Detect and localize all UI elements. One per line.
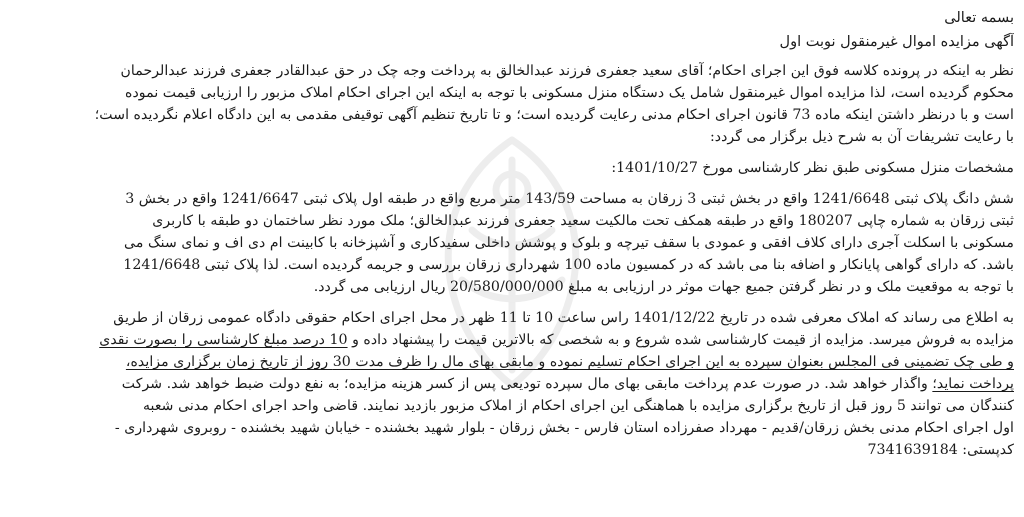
paragraph-line: مسکونی با اسکلت آجری دارای کلاف افقی و عمودی با سقف تیرچه و بلوک و پوشش داخلی سفیدکاری و آشپزخانه با کابینت ام دی اف و نمای سنگ می [124, 235, 1014, 251]
specs-heading: مشخصات منزل مسکونی طبق نظر کارشناسی مورخ 1401/10/27: [611, 160, 1014, 176]
paragraph-line: کنندگان می توانند 5 روز قبل از تاریخ برگزاری مزایده با هماهنگی این اجرای احکام از املاک مزبور بازدید نمایند. قاضی واحد اجرای احکام مدنی شعبه [142, 398, 1014, 414]
paragraph-line [10, 329, 1014, 351]
basmala-heading: بسمه تعالی [944, 10, 1014, 26]
specs-paragraph [10, 188, 1014, 298]
postal-code-line: کدپستی: 7341639184 [867, 442, 1014, 458]
intro-paragraph [10, 60, 1014, 148]
notice-title: آگهی مزایده اموال غیرمنقول نوبت اول [779, 34, 1014, 50]
address-line: اول اجرای احکام مدنی بخش زرقان/قدیم - مهرداد صفرزاده استان فارس - بخش زرقان - بلوار شهید بخشنده - خیابان شهید بخشنده - روبروی شهرداری - [114, 420, 1014, 436]
paragraph-line: با رعایت تشریفات آن به شرح ذیل برگزار می گردد: [710, 129, 1014, 145]
paragraph-line: با توجه به موقعیت ملک و در نظر گرفتن جمیع جهات موثر در ارزیابی به مبلغ 20/580/000/000 ریال ارزیابی می گردد. [313, 279, 1014, 295]
paragraph-text: مزایده به فروش میرسد. مزایده از قیمت کارشناسی شده شروع و به شخصی که بالاترین قیمت را پیشنهاد داده و [347, 332, 1014, 348]
underlined-paragraph-line: و طی چک تضمینی فی المجلس بعنوان سپرده به این اجرای احکام تسلیم نموده و مابقی بهای مال را ظرف مدت 30 روز از تاریخ زمان برگزاری مزایده، [125, 354, 1014, 370]
paragraph-line: ثبتی زرقان به شماره چاپی 180207 واقع در طبقه همکف تحت مالکیت سعید جعفری فرزند عبدالخالق؛ ملک مورد نظر ساختمان دو طبقه با کاربری [152, 213, 1014, 229]
notice-paragraph [10, 307, 1014, 461]
paragraph-line: محکوم گردیده است، لذا مزایده اموال غیرمنقول شامل یک دستگاه منزل مسکونی با توجه به اینکه این اجرای احکام املاک مزبور را ارزیابی قیمت نموده [125, 85, 1014, 101]
paragraph-line: به اطلاع می رساند که املاک معرفی شده در تاریخ 1401/12/22 راس ساعت 10 تا 11 ظهر در محل اجرای احکام حقوقی دادگاه عمومی زرقان از طریق [113, 310, 1014, 326]
underlined-payment-text: پرداخت نماید؛ [932, 376, 1014, 392]
paragraph-text: واگذار خواهد شد. در صورت عدم پرداخت مابقی بهای مال سپرده تودیعی پس از کسر هزینه مزایده؛ به نفع دولت ضبط خواهد شد. شرکت [121, 376, 933, 392]
paragraph-line: شش دانگ پلاک ثبتی 1241/6648 واقع در بخش ثبتی 3 زرقان به مساحت 143/59 متر مربع واقع در طبقه اول پلاک ثبتی 1241/6647 واقع در بخش 3 [125, 191, 1014, 207]
paragraph-line [10, 373, 1014, 395]
paragraph-line: است و با درنظر داشتن اینکه ماده 73 قانون اجرای احکام مدنی رعایت گردیده است؛ و تا تاریخ تنظیم آگهی توقیفی مقدمی به این دادگاه اعلام نگردیده است؛ [94, 107, 1014, 123]
underlined-deposit-text: 10 درصد مبلغ کارشناسی را بصورت نقدی [99, 332, 348, 348]
paragraph-line: باشد. که دارای گواهی پایانکار و اضافه بنا می باشد که در کمسیون ماده 100 شهرداری زرقان بررسی و جریمه گردیده است. لذا پلاک ثبتی 1241/6648 [123, 257, 1014, 273]
paragraph-line: نظر به اینکه در پرونده کلاسه فوق این اجرای احکام؛ آقای سعید جعفری فرزند عبدالخالق به پرداخت وجه چک در حق عبدالقادر جعفری فرزند عبدالرحمان [120, 63, 1014, 79]
